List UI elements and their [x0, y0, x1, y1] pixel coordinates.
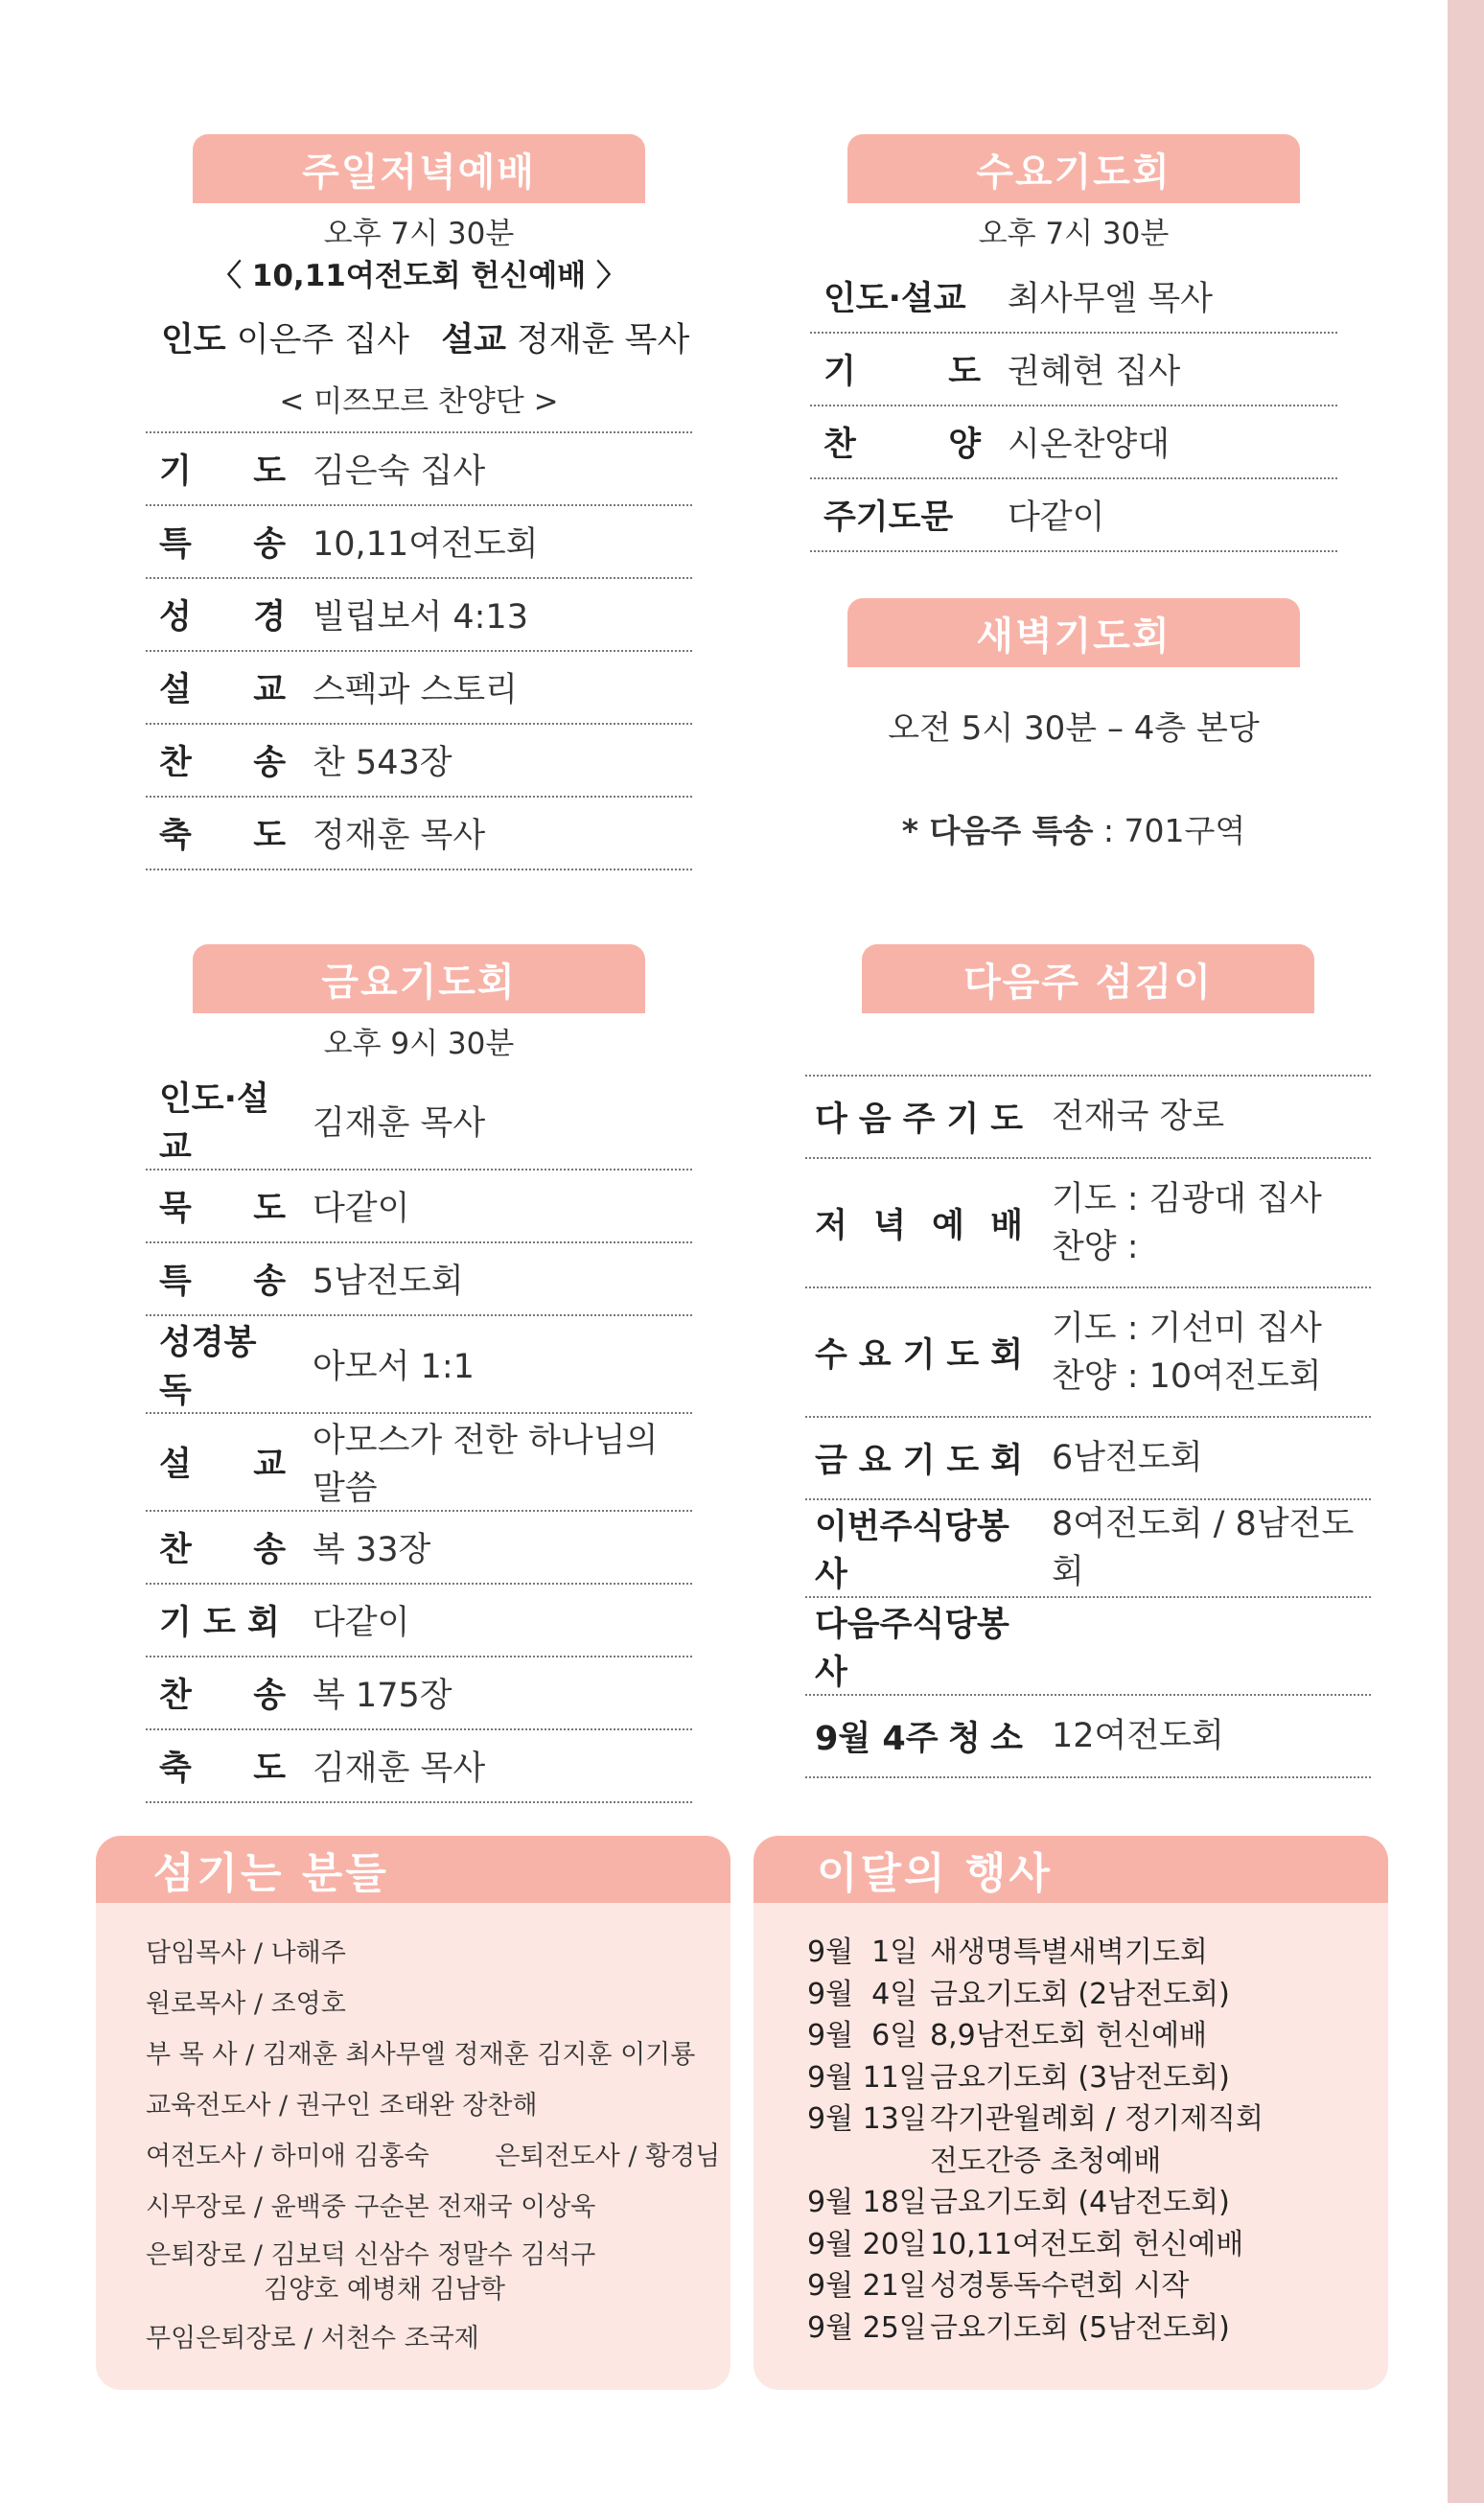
friday-time: 오후 9시 30분	[323, 1027, 515, 1061]
order-value: 다같이	[313, 1190, 410, 1228]
serve-value: 기도 : 김광대 집사 찬양 :	[1052, 1179, 1322, 1266]
sermon-label: 설교	[441, 321, 506, 359]
events-panel	[754, 1836, 1388, 2390]
order-label: 찬 송	[159, 1531, 286, 1569]
order-row	[146, 1316, 692, 1414]
sunday-evening-section	[146, 134, 692, 870]
order-row	[146, 1730, 692, 1803]
side-stripe	[1448, 0, 1484, 2503]
order-row	[146, 798, 692, 870]
friday-order	[146, 1073, 692, 1803]
servant-line: 여전도사 / 하미애 김홍숙 은퇴전도사 / 황경님	[146, 2142, 721, 2171]
serve-label: 9월 4주 청 소	[815, 1720, 1023, 1758]
order-row	[810, 479, 1337, 552]
order-label: 성경봉독	[159, 1324, 257, 1410]
order-value: 시온찬양대	[1008, 426, 1171, 464]
order-label: 인도·설교	[159, 1080, 269, 1167]
order-value: 다같이	[1008, 498, 1105, 537]
order-row	[146, 433, 692, 506]
servant-line: 시무장로 / 윤백중 구순본 전재국 이상욱	[146, 2192, 596, 2222]
servant-line: 은퇴장로 / 김보덕 신삼수 정말수 김석구	[146, 2240, 596, 2270]
order-row	[810, 406, 1337, 479]
event-item	[807, 2182, 1388, 2224]
dawn-title: 새벽기도회	[847, 598, 1300, 667]
sermon-value: 정재훈 목사	[517, 321, 690, 359]
order-value: 권혜현 집사	[1008, 353, 1181, 391]
event-date: 9월 1일	[807, 1935, 918, 1969]
choir-name: < 미쯔모르 찬양단 >	[279, 384, 559, 419]
order-value: 10,11여전도회	[313, 525, 539, 564]
order-value: 빌립보서 4:13	[313, 598, 528, 637]
wednesday-title: 수요기도회	[847, 134, 1300, 203]
order-row	[146, 1657, 692, 1730]
order-value: 아모스가 전한 하나님의 말씀	[313, 1422, 659, 1508]
serve-value: 12여전도회	[1052, 1717, 1224, 1755]
order-value: 최사무엘 목사	[1008, 280, 1213, 318]
event-text: 성경통독수련회 시작	[930, 2269, 1190, 2303]
order-row	[810, 334, 1337, 406]
event-text: 금요기도회 (5남전도회)	[930, 2310, 1230, 2345]
friday-section	[146, 944, 692, 1803]
dawn-time: 오전 5시 30분 – 4층 본당	[888, 709, 1260, 748]
next-special	[810, 806, 1337, 851]
servants-title: 섬기는 분들	[96, 1836, 730, 1903]
order-row	[146, 1414, 692, 1512]
order-value: 찬 543장	[313, 744, 452, 782]
order-label: 찬 양	[823, 426, 981, 464]
order-row	[146, 1585, 692, 1657]
event-text: 금요기도회 (4남전도회)	[930, 2186, 1230, 2219]
servant-line: 담임목사 / 나해주	[146, 1938, 346, 1968]
serve-row	[805, 1288, 1371, 1418]
order-row	[146, 506, 692, 579]
servant-line: 무임은퇴장로 / 서천수 조국제	[146, 2324, 479, 2353]
serve-row	[805, 1077, 1371, 1159]
event-text: 새생명특별새벽기도회	[930, 1935, 1208, 1969]
event-date: 9월 20일	[807, 2227, 927, 2261]
serve-row	[805, 1696, 1371, 1778]
wednesday-section	[810, 134, 1337, 851]
event-date: 9월 18일	[807, 2186, 927, 2219]
event-item	[807, 2307, 1388, 2350]
event-text: 각기관월례회 / 정기제직회 전도간증 초청예배	[930, 2102, 1264, 2178]
event-item	[807, 2057, 1388, 2099]
order-value: 김은숙 집사	[313, 452, 486, 491]
serve-row	[805, 1418, 1371, 1500]
event-item	[807, 1932, 1388, 1974]
order-row	[146, 652, 692, 725]
order-value: 김재훈 목사	[313, 1750, 486, 1788]
order-label: 기 도	[159, 452, 286, 491]
wednesday-time: 오후 7시 30분	[978, 217, 1170, 251]
sunday-evening-leaders	[161, 314, 692, 366]
order-label: 축 도	[159, 817, 286, 855]
serve-label: 금 요 기 도 회	[815, 1442, 1023, 1480]
order-value: 스펙과 스토리	[313, 671, 518, 709]
servants-list	[96, 1903, 730, 2364]
order-label: 특 송	[159, 525, 286, 564]
serve-label: 다 음 주 기 도	[815, 1101, 1023, 1139]
servant-line: 원로목사 / 조영호	[146, 1989, 346, 2019]
next-week-serve-list	[805, 1075, 1371, 1778]
order-value: 5남전도회	[313, 1263, 464, 1301]
next-week-serve-section	[805, 944, 1371, 1778]
event-date: 9월 6일	[807, 2019, 918, 2052]
serve-value: 기도 : 기선미 집사 찬양 : 10여전도회	[1052, 1309, 1322, 1396]
servant-line: 김양호 예병채 김남학	[264, 2275, 505, 2305]
order-row	[146, 725, 692, 798]
event-item	[807, 2224, 1388, 2266]
event-item	[807, 2098, 1388, 2182]
event-text: 금요기도회 (3남전도회)	[930, 2060, 1230, 2095]
event-text: 8,9남전도회 헌신예배	[930, 2019, 1208, 2052]
sunday-evening-time: 오후 7시 30분	[323, 217, 515, 251]
order-label: 축 도	[159, 1750, 286, 1788]
order-row	[146, 1243, 692, 1316]
sunday-evening-title: 주일저녁예배	[193, 134, 645, 203]
serve-value: 6남전도회	[1052, 1439, 1203, 1477]
lead-label: 인도	[161, 321, 226, 359]
lead-value: 이은주 집사	[236, 321, 409, 359]
order-label: 찬 송	[159, 744, 286, 782]
order-value: 복 33장	[313, 1531, 431, 1569]
event-date: 9월 4일	[807, 1977, 918, 2011]
sunday-evening-order	[146, 431, 692, 870]
event-date: 9월 11일	[807, 2060, 927, 2095]
next-week-serve-title: 다음주 섬김이	[862, 944, 1314, 1013]
order-row	[810, 261, 1337, 334]
next-special-label: * 다음주 특송	[901, 812, 1094, 849]
order-row	[146, 579, 692, 652]
order-row	[146, 1170, 692, 1243]
order-value: 복 175장	[313, 1677, 452, 1715]
order-value: 김재훈 목사	[313, 1104, 486, 1143]
event-text: 금요기도회 (2남전도회)	[930, 1977, 1230, 2011]
servants-panel	[96, 1836, 730, 2390]
events-title: 이달의 행사	[754, 1836, 1388, 1903]
order-label: 설 교	[159, 671, 286, 709]
servant-line: 부 목 사 / 김재훈 최사무엘 정재훈 김지훈 이기룡	[146, 2040, 696, 2070]
event-date: 9월 13일	[807, 2102, 927, 2136]
event-date: 9월 25일	[807, 2310, 927, 2345]
serve-label: 다음주식당봉사	[815, 1606, 1009, 1692]
serve-value: 전재국 장로	[1052, 1098, 1225, 1136]
sunday-evening-theme: 〈 10,11여전도회 헌신예배 〉	[211, 259, 626, 293]
servant-line: 교육전도사 / 권구인 조태완 장찬해	[146, 2091, 538, 2121]
order-label: 설 교	[159, 1446, 286, 1484]
order-label: 기 도	[823, 353, 981, 391]
order-label: 성 경	[159, 598, 286, 637]
event-text: 10,11여전도회 헌신예배	[930, 2227, 1244, 2261]
order-label: 기 도 회	[159, 1604, 280, 1642]
serve-label: 저 녁 예 배	[815, 1206, 1023, 1245]
serve-row	[805, 1598, 1371, 1696]
friday-title: 금요기도회	[193, 944, 645, 1013]
order-value: 다같이	[313, 1604, 410, 1642]
order-row	[146, 1512, 692, 1585]
events-list	[754, 1903, 1388, 2349]
event-date: 9월 21일	[807, 2269, 927, 2303]
event-item	[807, 2265, 1388, 2307]
order-row	[146, 1073, 692, 1170]
order-value: 정재훈 목사	[313, 817, 486, 855]
order-label: 묵 도	[159, 1190, 286, 1228]
wednesday-order	[810, 261, 1337, 552]
order-label: 인도·설교	[823, 280, 966, 318]
order-label: 주기도문	[823, 498, 954, 537]
serve-label: 수 요 기 도 회	[815, 1335, 1023, 1375]
event-item	[807, 1974, 1388, 2016]
order-label: 특 송	[159, 1263, 286, 1301]
serve-value: 8여전도회 / 8남전도회	[1052, 1505, 1355, 1591]
next-special-value: : 701구역	[1093, 812, 1246, 849]
order-label: 찬 송	[159, 1677, 286, 1715]
serve-row	[805, 1159, 1371, 1288]
serve-row	[805, 1500, 1371, 1598]
serve-label: 이번주식당봉사	[815, 1508, 1009, 1594]
order-value: 아모서 1:1	[313, 1348, 475, 1386]
event-item	[807, 2015, 1388, 2057]
